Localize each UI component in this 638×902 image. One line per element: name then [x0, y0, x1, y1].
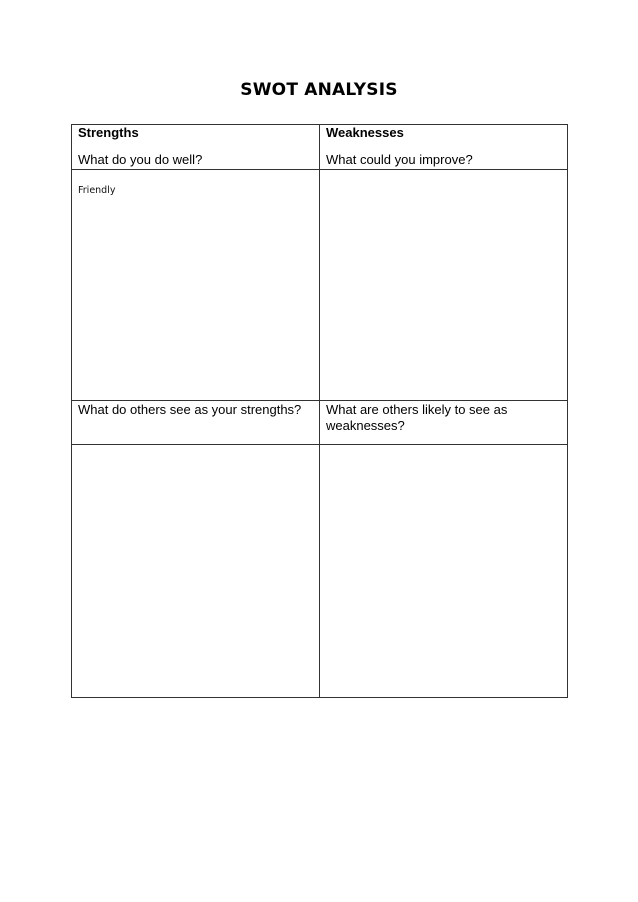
others-weaknesses-header-cell [320, 401, 568, 445]
page-title: SWOT ANALYSIS [240, 80, 398, 100]
strengths-prompt: What do you do well? [78, 152, 203, 167]
weaknesses-heading: Weaknesses [326, 125, 404, 140]
table-row [72, 445, 568, 698]
weaknesses-answer-cell[interactable] [320, 170, 568, 401]
strengths-entry: Friendly [78, 185, 116, 196]
others-strengths-prompt: What do others see as your strengths? [78, 402, 302, 417]
others-strengths-header-cell [72, 401, 320, 445]
others-strengths-answer-cell[interactable] [72, 445, 320, 698]
swot-table [71, 124, 568, 698]
table-row [72, 401, 568, 445]
strengths-header-cell [72, 125, 320, 170]
weaknesses-header-cell [320, 125, 568, 170]
strengths-answer-cell[interactable] [72, 170, 320, 401]
strengths-heading: Strengths [78, 125, 139, 140]
others-weaknesses-answer-cell[interactable] [320, 445, 568, 698]
table-row [72, 125, 568, 170]
others-weaknesses-prompt: What are others likely to see as weaknesses? [326, 402, 508, 433]
table-row [72, 170, 568, 401]
weaknesses-prompt: What could you improve? [326, 152, 473, 167]
